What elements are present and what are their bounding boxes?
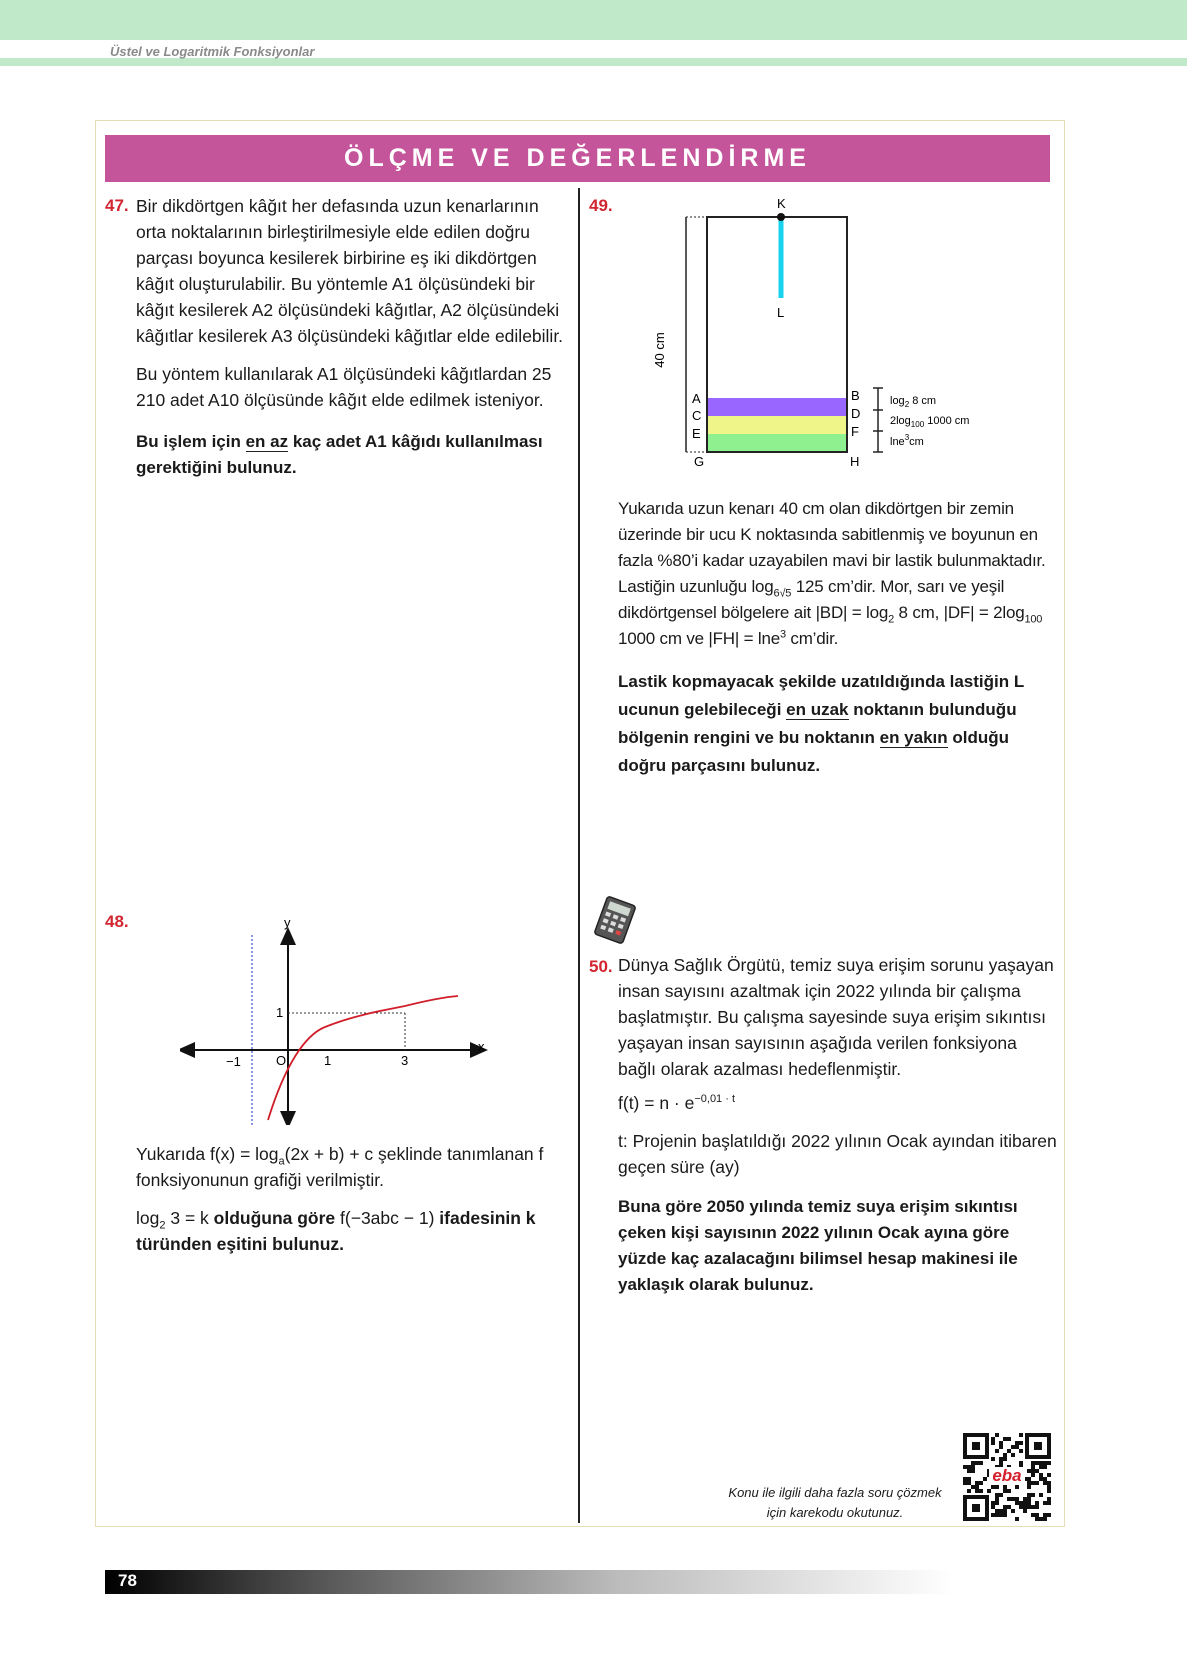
axis-y-label: y <box>284 915 291 930</box>
q50-question: Buna göre 2050 yılında temiz suya erişim sıkıntısı çeken kişi sayısının 2022 yılının Ocak ayına göre yüzde kaç azalacağını bilimsel hesap makinesi ile yaklaşık olarak bulunuz. <box>618 1197 1018 1294</box>
section-banner: ÖLÇME VE DEĞERLENDİRME <box>105 135 1050 182</box>
purple-region <box>707 398 847 416</box>
label-c: C <box>692 408 702 423</box>
q48-number: 48. <box>105 912 129 931</box>
q47-body <box>136 193 568 481</box>
q49-number: 49. <box>589 196 613 215</box>
dim-df-label: $2\log_{100}$ 1000 cm <box>890 415 970 429</box>
qr-caption <box>715 1483 955 1523</box>
eba-logo: eba <box>992 1466 1022 1485</box>
label-l: L <box>777 305 785 320</box>
point-k-dot <box>777 213 785 221</box>
q48-graph <box>180 905 510 1125</box>
axis-x-label: x <box>478 1039 485 1054</box>
q47-question-underline: en az <box>245 432 289 451</box>
q50-formula: $f(t) = n \cdot e^{-0,01 \cdot t}$ <box>618 1093 736 1113</box>
qr-caption-1: Konu ile ilgili daha fazla soru çözmek <box>728 1485 942 1500</box>
label-a: A <box>692 391 701 406</box>
q49-body <box>618 496 1058 780</box>
q50-text: Dünya Sağlık Örgütü, temiz suya erişim sorunu yaşayan insan sayısını azaltmak için 2022 yılında bir çalışma başlatmıştır. Bu çalışma sayesinde suya erişim sıkıntısı yaşayan insan sayısının aşağıda verilen fonksiyona bağlı olarak azalması hedeflenmiştir. <box>618 955 1054 1079</box>
tick-y1: 1 <box>276 1005 284 1020</box>
column-divider <box>578 188 580 1523</box>
label-d: D <box>851 406 861 421</box>
origin-label: O <box>276 1053 287 1068</box>
dim-fh-label: lne$^3$cm <box>890 433 924 448</box>
q48-body <box>136 1141 568 1257</box>
q49-diagram <box>640 190 990 470</box>
q47-number: 47. <box>105 196 129 215</box>
q47-text2: Bu yöntem kullanılarak A1 ölçüsündeki kâğıtlardan 25 210 adet A10 ölçüsünde kâğıt elde edilmek isteniyor. <box>136 364 552 410</box>
page-number-bar <box>105 1570 955 1594</box>
tick-1: 1 <box>324 1053 332 1068</box>
label-e: E <box>692 426 701 441</box>
dim-bd-label: $\log_2 8$ cm <box>890 395 937 409</box>
q48-text: Yukarıda $f(x) = \log_a(2x + b) + c$ şeklinde tanımlanan f fonksiyonunun grafiği verilmiştir. <box>136 1144 544 1190</box>
chapter-title: Üstel ve Logaritmik Fonksiyonlar <box>110 44 315 59</box>
tick-3: 3 <box>401 1053 409 1068</box>
q48-question: $\log_2 3 = k$ olduğuna göre f(−3abc − 1) ifadesinin k türünden eşitini bulunuz. <box>136 1208 536 1254</box>
page-number: 78 <box>118 1571 137 1590</box>
function-curve <box>268 996 458 1120</box>
label-b: B <box>851 388 860 403</box>
q50-number: 50. <box>589 957 613 976</box>
yellow-region <box>707 416 847 434</box>
q47-text: Bir dikdörtgen kâğıt her defasında uzun kenarlarının orta noktalarının birleştirilmesiyle elde edilen doğru parçası boyunca kesilerek birbirine eş iki dikdörtgen kâğıt oluşturulabilir. Bu yöntemle A1 ölçüsündeki bir kâğıt kesilerek A2 ölçüsündeki kâğıtlar, A2 ölçüsündeki kâğıtlar kesilerek A3 ölçüsündeki kâğıtlar elde edilebilir. <box>136 196 564 346</box>
q50-t-definition: t: Projenin başlatıldığı 2022 yılının Ocak ayından itibaren geçen süre (ay) <box>618 1131 1057 1177</box>
label-f: F <box>851 424 859 439</box>
green-region <box>707 434 847 452</box>
q49-question: Lastik kopmayacak şekilde uzatıldığında lastiğin L ucunun gelebileceği en uzak noktanın bulunduğu bölgenin rengini ve bu noktanın en yakın olduğu doğru parçasını bulunuz. <box>618 672 1024 775</box>
q50-body <box>618 952 1058 1298</box>
top-band <box>0 0 1187 40</box>
q49-text: Yukarıda uzun kenarı 40 cm olan dikdörtgen bir zemin üzerinde bir ucu K noktasında sabitlenmiş ve boyunun en fazla %80’i kadar uzayabilen mavi bir lastik bulunmaktadır. Lastiğin uzunluğu $\log_{6√5} 125$ cm’dir. Mor, sarı ve yeşil dikdörtgensel bölgelere ait $|BD| = \log_2 8$ cm, $|DF| = 2\log_{100}$ 1000 cm ve |FH| = lne$^3$ cm’dir. <box>618 499 1046 648</box>
qr-code-icon[interactable] <box>963 1433 1051 1521</box>
q47-question-b: kaç adet A1 kâğıdı kullanılması gerektiğini bulunuz. <box>136 432 543 477</box>
q47-question-a: Bu işlem için <box>136 432 246 451</box>
calculator-icon <box>590 895 640 945</box>
top-line <box>0 58 1187 66</box>
label-k: K <box>777 196 786 211</box>
label-h: H <box>850 454 860 469</box>
qr-caption-2: için karekodu okutunuz. <box>766 1505 904 1520</box>
label-g: G <box>694 454 705 469</box>
height-label: 40 cm <box>652 332 667 368</box>
tick-minus1: −1 <box>226 1054 241 1069</box>
q47-question <box>136 429 568 481</box>
